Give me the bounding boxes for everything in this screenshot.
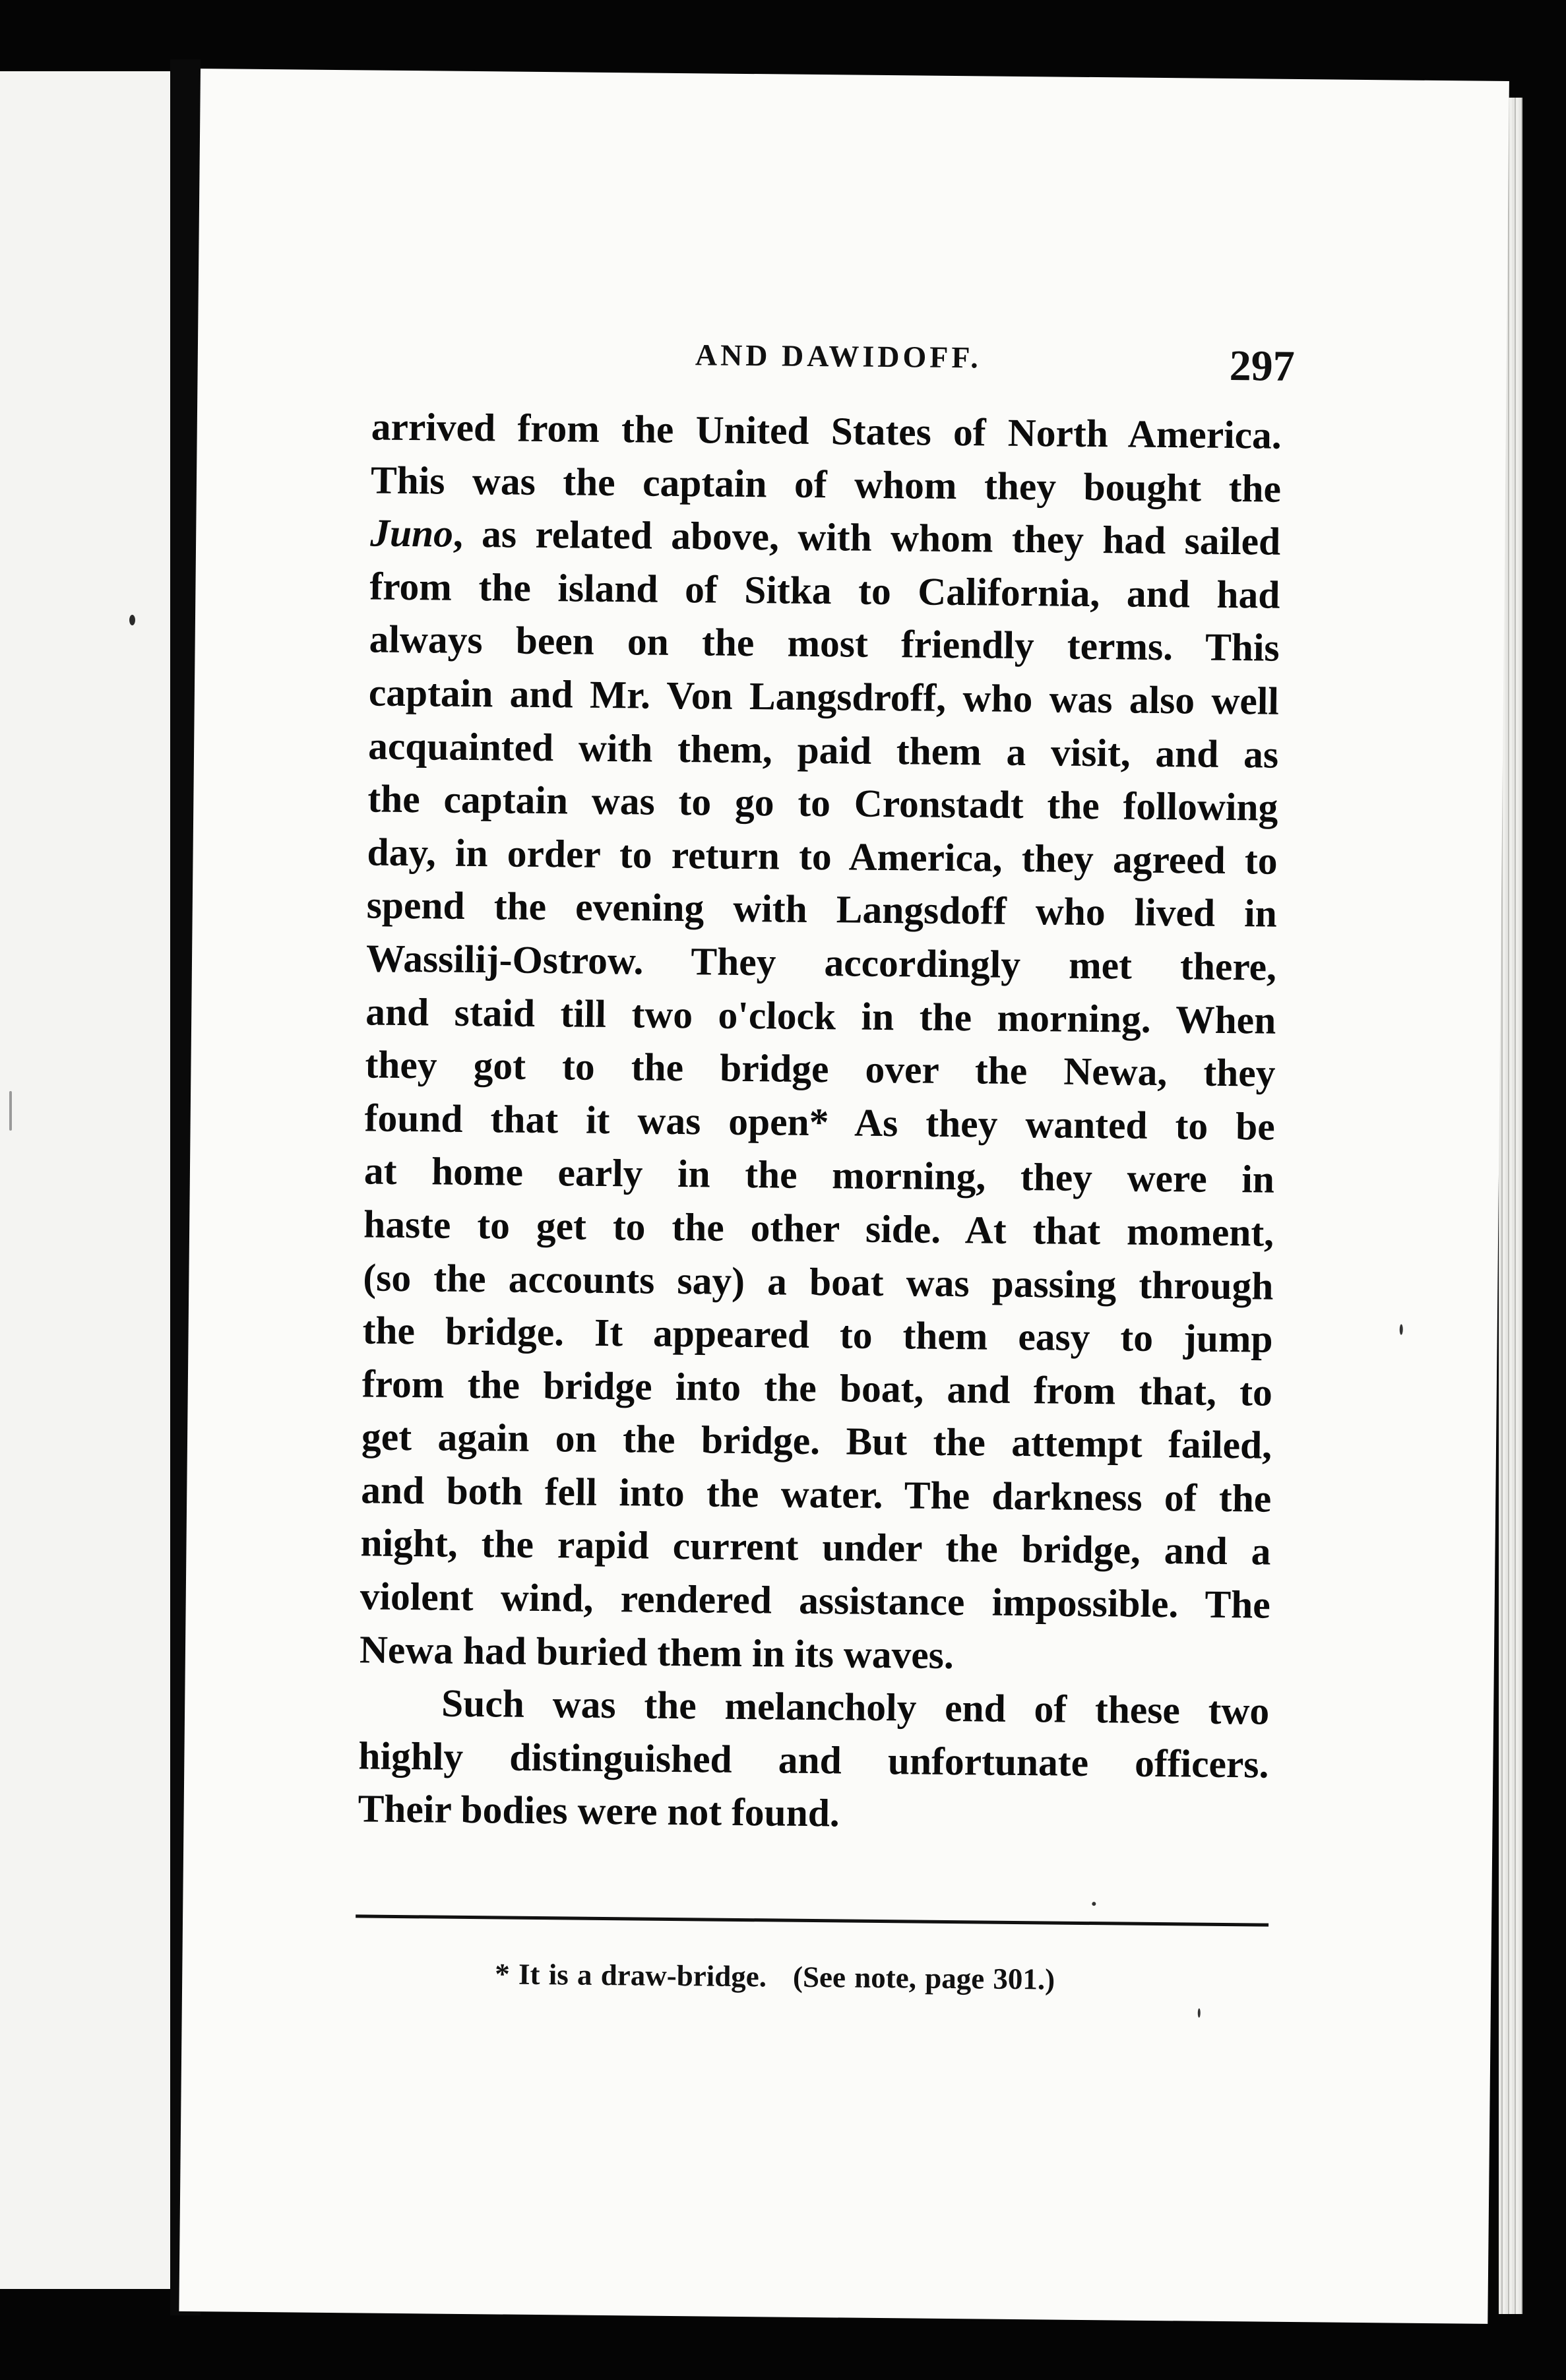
text-line: Newa had buried them in its waves.	[359, 1627, 955, 1677]
text-line: night, the rapid current under the bridge, and a	[360, 1520, 1271, 1574]
text-line: day, in order to return to America, they agreed to	[367, 830, 1278, 883]
text-line: Their bodies were not found.	[358, 1786, 840, 1835]
text-line: haste to get to the other side. At that moment,	[363, 1202, 1274, 1255]
text-line: arrived from the United States of North America.	[371, 404, 1282, 457]
text-line: found that it was open* As they wanted to be	[364, 1096, 1276, 1148]
ink-speck	[1400, 1325, 1403, 1335]
ink-speck	[9, 1091, 12, 1131]
running-head: AND DAWIDOFF.	[695, 338, 982, 375]
footnote-text: * It is a draw-bridge.	[495, 1957, 767, 1993]
body-text	[358, 400, 1282, 1844]
ink-speck	[1092, 1902, 1096, 1906]
text-line: Juno, as related above, with whom they had sailed	[369, 511, 1281, 563]
text-line: acquainted with them, paid them a visit, and as	[367, 724, 1279, 776]
text-line: the bridge. It appeared to them easy to jump	[362, 1308, 1273, 1361]
footnote	[495, 1957, 1055, 1996]
text-line: always been on the most friendly terms. This	[369, 617, 1280, 670]
book-page	[179, 69, 1509, 2324]
text-line: from the bridge into the boat, and from that, to	[361, 1362, 1273, 1414]
text-line: the captain was to go to Cronstadt the following	[367, 776, 1278, 829]
text-line: (so the accounts say) a boat was passing through	[363, 1255, 1274, 1308]
text-line: get again on the bridge. But the attempt failed,	[361, 1414, 1272, 1467]
page-number: 297	[1229, 341, 1296, 391]
text-line: Wassilij-Ostrow. They accordingly met there,	[365, 936, 1277, 989]
facing-page	[0, 71, 172, 2289]
text-line: from the island of Sitka to California, and had	[369, 564, 1280, 617]
text-line: at home early in the morning, they were in	[363, 1148, 1275, 1202]
text-line: violent wind, rendered assistance impossible. The	[360, 1574, 1271, 1627]
footnote-rule	[356, 1914, 1268, 1926]
text-line: and staid till two o'clock in the morning. When	[365, 989, 1276, 1042]
footnote-reference: (See note, page 301.)	[792, 1960, 1055, 1996]
text-line: and both fell into the water. The darkness of the	[361, 1468, 1272, 1520]
text-line: captain and Mr. Von Langsdroff, who was also well	[368, 670, 1280, 723]
ink-speck	[129, 615, 135, 625]
text-line: they got to the bridge over the Newa, they	[365, 1042, 1276, 1095]
text-line: spend the evening with Langsdoff who lived in	[366, 883, 1278, 936]
text-line: highly distinguished and unfortunate officers.	[358, 1734, 1269, 1786]
text-line: This was the captain of whom they bought the	[370, 458, 1282, 511]
paragraph-start-line: Such was the melancholy end of these two	[441, 1681, 1270, 1733]
ink-speck	[1198, 2009, 1201, 2018]
